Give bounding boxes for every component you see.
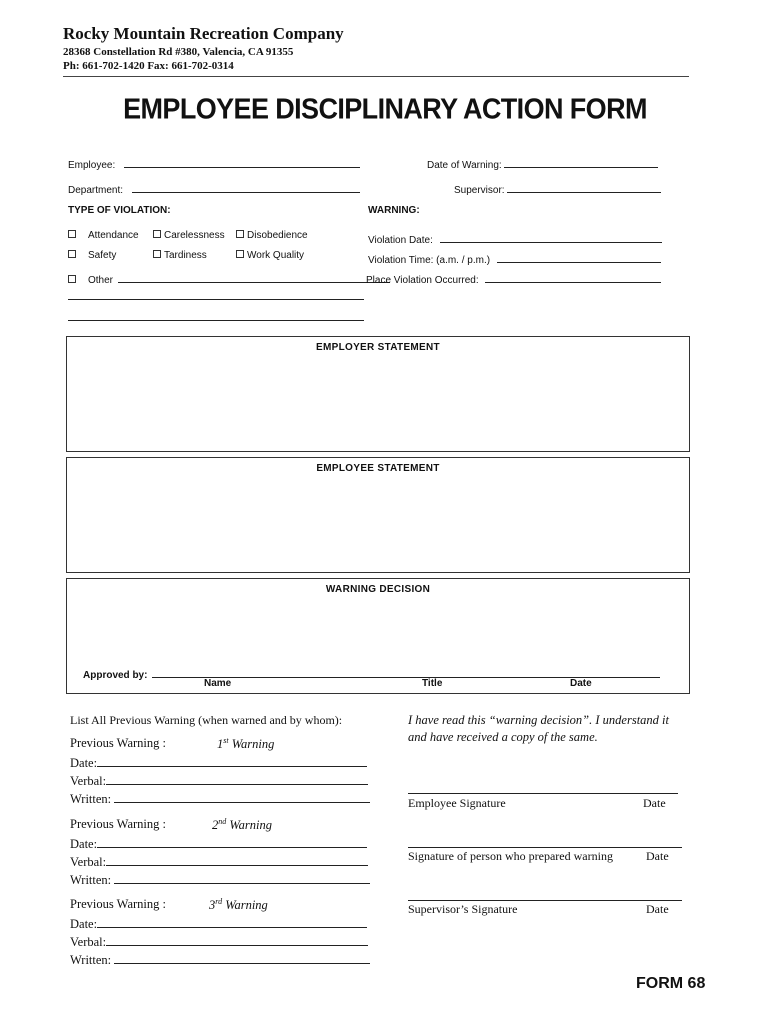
ordinal-sup: st: [223, 736, 229, 745]
checkbox-attendance[interactable]: [68, 230, 139, 241]
warning-ordinal-3: [209, 897, 268, 913]
previous-warning-label: Previous Warning :: [70, 897, 166, 911]
violation-heading: TYPE OF VIOLATION:: [68, 205, 171, 216]
verbal-label: Verbal:: [70, 855, 107, 869]
warning-heading: WARNING:: [368, 205, 420, 216]
checkbox-safety[interactable]: [68, 250, 116, 261]
other-line-3[interactable]: [68, 320, 364, 321]
supervisor-signature-label: Supervisor’s Signature: [408, 902, 518, 916]
employee-signature-line[interactable]: [408, 793, 678, 794]
approved-title-caption: Title: [422, 678, 443, 689]
place-field[interactable]: [366, 270, 661, 286]
date-label: Date:: [70, 756, 98, 770]
written-label: Written:: [70, 873, 112, 887]
verbal-label: Verbal:: [70, 935, 107, 949]
date-label: Date:: [70, 837, 98, 851]
ordinal-sup: rd: [215, 897, 223, 906]
previous-warning-label: Previous Warning :: [70, 736, 166, 750]
other-line-2[interactable]: [68, 299, 364, 300]
warning-ordinal-2: [212, 817, 272, 833]
warning-decision-title: WARNING DECISION: [325, 584, 431, 595]
previous-1-written[interactable]: [70, 790, 370, 807]
department-label: Department:: [68, 185, 124, 196]
employer-statement-box[interactable]: [66, 336, 690, 452]
ordinal-num: 1: [217, 737, 224, 752]
employee-signature-date: Date: [643, 796, 666, 810]
safety-label: Safety: [88, 250, 117, 261]
ordinal-num: 2: [212, 818, 219, 833]
supervisor-label: Supervisor:: [454, 185, 505, 196]
supervisor-field[interactable]: [454, 180, 661, 196]
violation-time-field[interactable]: [368, 250, 661, 266]
violation-date-field[interactable]: [368, 230, 662, 246]
other-label: Other: [88, 275, 114, 286]
violation-time-label: Violation Time: (a.m. / p.m.): [368, 255, 491, 266]
verbal-label: Verbal:: [70, 774, 107, 788]
ordinal-num: 3: [209, 898, 216, 913]
warning-decision-box: [66, 578, 690, 694]
approved-date-caption: Date: [570, 678, 592, 689]
checkbox-carelessness[interactable]: [153, 230, 225, 241]
employee-statement-box[interactable]: [66, 457, 690, 573]
approved-name-caption: Name: [204, 678, 232, 689]
ordinal-word: Warning: [226, 818, 272, 833]
department-field[interactable]: [68, 180, 360, 196]
header-divider: [63, 76, 689, 77]
disobedience-label: Disobedience: [247, 230, 308, 241]
work-quality-label: Work Quality: [247, 250, 305, 261]
previous-2-written[interactable]: [70, 871, 370, 888]
employee-signature-label: Employee Signature: [408, 796, 506, 810]
carelessness-label: Carelessness: [164, 230, 225, 241]
written-label: Written:: [70, 953, 112, 967]
employee-label: Employee:: [68, 160, 116, 171]
previous-2-verbal[interactable]: [70, 853, 368, 870]
date-of-warning-label: Date of Warning:: [427, 160, 502, 171]
tardiness-label: Tardiness: [164, 250, 207, 261]
supervisor-signature-date: Date: [646, 902, 669, 916]
employer-statement-title: EMPLOYER STATEMENT: [316, 342, 440, 353]
page-title: EMPLOYEE DISCIPLINARY ACTION FORM: [123, 93, 647, 125]
acknowledge-text: I have read this “warning decision”. I understand it and have received a copy of the same.: [408, 713, 669, 744]
written-label: Written:: [70, 792, 112, 806]
form-number: FORM 68: [636, 975, 706, 992]
company-name: Rocky Mountain Recreation Company: [63, 24, 344, 43]
previous-warning-1: [70, 736, 166, 751]
previous-warning-3: [70, 897, 166, 912]
employee-field[interactable]: [68, 155, 360, 171]
warning-ordinal-1: [217, 736, 274, 752]
previous-warning-label: Previous Warning :: [70, 817, 166, 831]
previous-3-written[interactable]: [70, 951, 370, 968]
attendance-label: Attendance: [88, 230, 139, 241]
previous-1-date[interactable]: [70, 754, 367, 771]
preparer-signature-line[interactable]: [408, 847, 682, 848]
preparer-signature-label: Signature of person who prepared warning: [408, 849, 613, 863]
supervisor-signature-line[interactable]: [408, 900, 682, 901]
checkbox-work-quality[interactable]: [236, 250, 304, 261]
ordinal-sup: nd: [218, 817, 227, 826]
previous-warnings-heading: List All Previous Warning (when warned and by whom):: [70, 713, 343, 727]
checkbox-disobedience[interactable]: [236, 230, 308, 241]
previous-2-date[interactable]: [70, 835, 367, 852]
company-address: 28368 Constellation Rd #380, Valencia, CA 91355: [63, 46, 294, 58]
date-of-warning-field[interactable]: [427, 155, 658, 171]
previous-3-verbal[interactable]: [70, 933, 368, 950]
approved-by-label: Approved by:: [83, 670, 148, 681]
date-label: Date:: [70, 917, 98, 931]
previous-1-verbal[interactable]: [70, 772, 368, 789]
employee-statement-title: EMPLOYEE STATEMENT: [316, 463, 440, 474]
company-phone: Ph: 661-702-1420 Fax: 661-702-0314: [63, 60, 234, 72]
violation-date-label: Violation Date:: [368, 235, 433, 246]
checkbox-tardiness[interactable]: [153, 250, 207, 261]
place-label: Place Violation Occurred:: [366, 275, 479, 286]
ordinal-word: Warning: [228, 737, 275, 752]
previous-warning-2: [70, 817, 166, 832]
ordinal-word: Warning: [222, 898, 268, 913]
checkbox-other[interactable]: [68, 270, 390, 286]
previous-3-date[interactable]: [70, 915, 367, 932]
preparer-signature-date: Date: [646, 849, 669, 863]
